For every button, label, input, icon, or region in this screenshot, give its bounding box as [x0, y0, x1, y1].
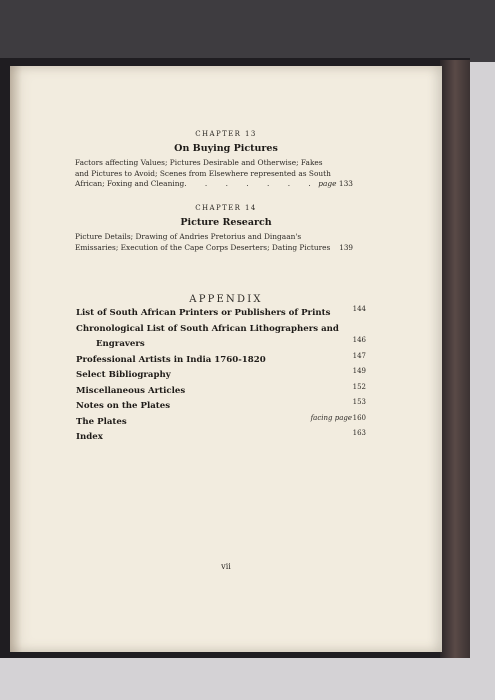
appendix-entry-page: 160 — [352, 413, 366, 422]
appendix-entry — [76, 351, 366, 371]
book-page — [10, 66, 442, 652]
background-bottom — [0, 660, 495, 700]
chapter-13-description — [75, 158, 353, 190]
chapter-14-desc-line: Picture Details; Drawing of Andries Pretorius and Dingaan's — [75, 232, 302, 241]
appendix-entry-title: Index — [76, 432, 103, 442]
appendix-entry-title: Chronological List of South African Lithographers and — [76, 323, 339, 334]
chapter-13-desc-line: and Pictures to Avoid; Scenes from Elsewhere represented as South — [75, 168, 331, 178]
appendix-entry-title: The Plates — [76, 416, 127, 427]
chapter-13-page-number: 133 — [338, 179, 353, 188]
chapter-13-title: On Buying Pictures — [174, 143, 278, 154]
appendix-entry-page: 153 — [352, 398, 366, 406]
appendix-entry-title: List of South African Printers or Publishers of Prints — [76, 308, 331, 318]
appendix-entry — [76, 305, 366, 324]
appendix-entry-facing-label: facing page — [310, 413, 352, 422]
appendix-entry — [76, 336, 366, 355]
appendix-entry — [76, 429, 366, 448]
appendix-entry-title: Select Bibliography — [76, 370, 171, 380]
dot-leader: . . . . . . . — [184, 179, 319, 188]
appendix-entry-page: 144 — [352, 305, 366, 313]
appendix-entry-page: 163 — [352, 429, 366, 437]
appendix-entry — [76, 413, 366, 433]
appendix-heading: APPENDIX — [189, 294, 263, 305]
background-top — [0, 0, 495, 62]
appendix-entry-title: Miscellaneous Articles — [76, 385, 186, 396]
appendix-list — [76, 305, 366, 448]
chapter-13-page-prefix: page — [318, 179, 337, 188]
chapter-13-desc-line: African; Foxing and Cleaning — [75, 179, 185, 188]
appendix-entry-title: Professional Artists in India 1760-1820 — [76, 354, 266, 365]
chapter-14-desc-last-row — [75, 243, 353, 254]
page-folio: vii — [221, 562, 231, 571]
appendix-entry — [76, 382, 366, 402]
appendix-entry-page: 149 — [352, 367, 366, 375]
appendix-entry-page: 152 — [352, 382, 366, 391]
chapter-14-description — [75, 232, 353, 253]
chapter-14-desc-line: Emissaries; Execution of the Cape Corps Deserters; Dating Pictures — [75, 242, 331, 252]
page-gutter-shadow — [10, 66, 22, 652]
appendix-entry — [76, 324, 366, 340]
chapter-14-label: CHAPTER 14 — [195, 204, 257, 212]
chapter-14-page-number: 139 — [339, 242, 353, 252]
book-cover-edge — [440, 60, 470, 658]
appendix-entry-page: 147 — [352, 351, 366, 360]
chapter-13-desc-line: Factors affecting Values; Pictures Desirable and Otherwise; Fakes — [75, 158, 323, 167]
chapter-13-label: CHAPTER 13 — [195, 130, 257, 138]
appendix-entry-page: 146 — [352, 336, 366, 344]
appendix-entry — [76, 367, 366, 386]
chapter-13-desc-last-row — [75, 179, 353, 190]
chapter-14-title: Picture Research — [180, 217, 272, 228]
appendix-entry-title: Engravers — [96, 339, 145, 349]
appendix-entry-title: Notes on the Plates — [76, 401, 171, 411]
